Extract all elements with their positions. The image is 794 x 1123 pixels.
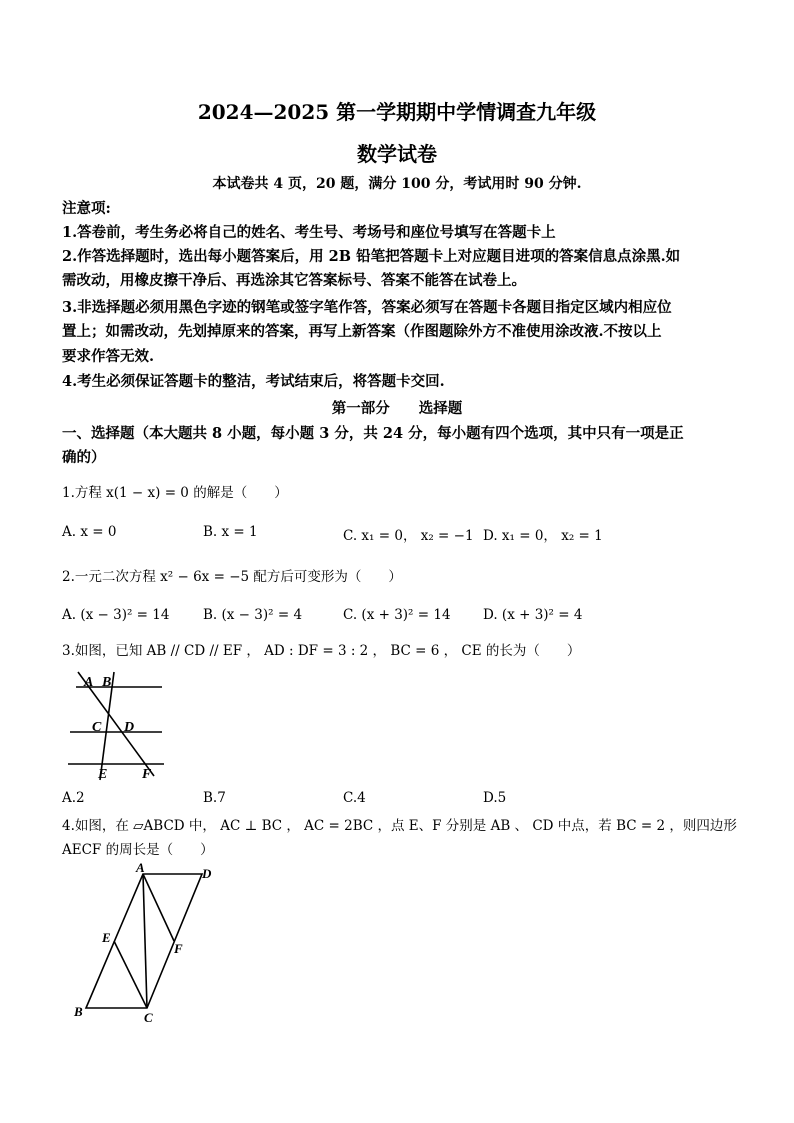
point-label-c: C (144, 1010, 153, 1025)
question-4-figure (66, 860, 226, 1026)
notice-heading: 注意项: (62, 200, 111, 217)
point-label-a: A (84, 675, 94, 690)
question-1-option-c: C. x₁ = 0， x₂ = −1 (343, 528, 474, 544)
notice-item-2-cont: 需改动，用橡皮擦干净后、再选涂其它答案标号、答案不能答在试卷上。 (62, 272, 526, 289)
question-1-option-b: B. x = 1 (203, 524, 258, 540)
point-label-d: D (202, 866, 212, 881)
section-one-title: 一、选择题（本大题共 8 小题，每小题 3 分，共 24 分，每小题有四个选项，其中只有一项是正 (62, 425, 684, 442)
question-1-option-d: D. x₁ = 0， x₂ = 1 (483, 528, 603, 544)
point-label-f: F (174, 941, 183, 956)
question-2-option-d: D. (x + 3)² = 4 (483, 607, 583, 623)
notice-item-4: 4.考生必须保证答题卡的整洁，考试结束后，将答题卡交回. (62, 373, 445, 390)
question-2-option-c: C. (x + 3)² = 14 (343, 607, 451, 623)
diagonal-ac (143, 874, 147, 1008)
notice-item-2: 2.作答选择题时，选出每小题答案后，用 2B 铅笔把答题卡上对应题目进项的答案信息点涂黑.如 (62, 248, 681, 265)
question-3-option-b: B.7 (203, 790, 226, 806)
exam-title: 2024—2025 第一学期期中学情调查九年级 (197, 100, 597, 124)
question-3-stem: 3.如图，已知 AB // CD // EF ， AD : DF = 3 : 2 ， BC = 6 ， CE 的长为（ ） (62, 643, 581, 659)
question-3-option-c: C.4 (343, 790, 366, 806)
point-label-b: B (102, 675, 112, 690)
notice-item-3-end: 要求作答无效. (62, 348, 155, 365)
question-3-option-a: A.2 (62, 790, 85, 806)
question-1-option-a: A. x = 0 (62, 524, 117, 540)
segment-af (143, 874, 174, 941)
point-label-d: D (124, 720, 135, 735)
point-label-f: F (142, 767, 152, 782)
question-4-stem: 4.如图，在 ▱ABCD 中， AC ⊥ BC ， AC = 2BC ，点 E、F 分别是 AB 、 CD 中点，若 BC = 2 ，则四边形 (62, 818, 737, 834)
point-label-b: B (74, 1004, 83, 1019)
part-one-name: 选择题 (418, 400, 463, 417)
point-label-a: A (136, 860, 145, 875)
notice-item-3-cont: 置上；如需改动，先划掉原来的答案，再写上新答案（作图题除外方不准使用涂改液.不按以上 (62, 323, 662, 340)
section-one-title-cont: 确的） (62, 449, 106, 466)
point-label-c: C (92, 720, 102, 735)
question-3-figure (62, 668, 174, 784)
question-2-stem: 2.一元二次方程 x² − 6x = −5 配方后可变形为（ ） (62, 569, 402, 585)
question-3-option-d: D.5 (483, 790, 507, 806)
exam-info: 本试卷共 4 页，20 题，满分 100 分，考试用时 90 分钟. (212, 176, 582, 192)
segment-ec (114, 941, 147, 1008)
exam-subject: 数学试卷 (357, 142, 437, 166)
part-one-label: 第一部分 (331, 400, 390, 417)
point-label-e: E (98, 767, 108, 782)
question-4-stem-cont: AECF 的周长是（ ） (62, 842, 214, 858)
point-label-e: E (102, 930, 111, 945)
notice-item-3: 3.非选择题必须用黑色字迹的钢笔或签字笔作答，答案必须写在答题卡各题目指定区域内相应位 (62, 299, 672, 316)
question-2-option-b: B. (x − 3)² = 4 (203, 607, 303, 623)
question-2-option-a: A. (x − 3)² = 14 (62, 607, 170, 623)
question-1-stem: 1.方程 x(1 − x) = 0 的解是（ ） (62, 485, 288, 501)
notice-item-1: 1.答卷前，考生务必将自己的姓名、考生号、考场号和座位号填写在答题卡上 (62, 224, 556, 241)
part-one-heading (0, 397, 794, 418)
